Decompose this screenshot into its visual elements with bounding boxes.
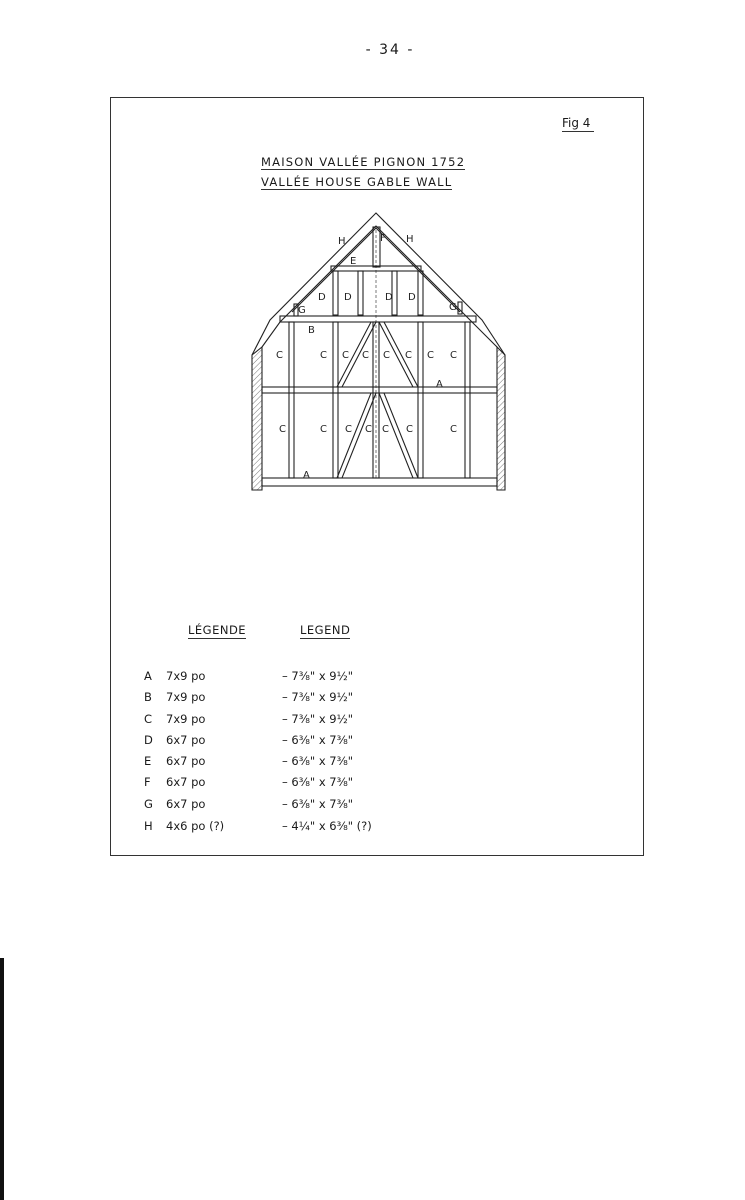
label-d4: D	[408, 292, 416, 303]
label-d2: D	[344, 292, 352, 303]
legend-key: B	[144, 690, 152, 704]
stud-d3	[392, 271, 397, 315]
brace-lower-right	[379, 393, 418, 478]
post-c5	[465, 322, 470, 478]
title-french: MAISON VALLÉE PIGNON 1752	[261, 155, 466, 169]
label-c5: C	[383, 350, 390, 361]
label-c1: C	[276, 350, 283, 361]
label-c15: C	[450, 424, 457, 435]
legend-key: H	[144, 819, 153, 833]
label-f: F	[380, 233, 386, 244]
legend-imperial: – 7⅜" x 9½"	[282, 712, 354, 726]
legend-metric: 7x9 po	[166, 690, 206, 704]
legend-imperial: – 6⅜" x 7⅜"	[282, 754, 354, 768]
label-d3: D	[385, 292, 393, 303]
legend-imperial: – 7⅜" x 9½"	[282, 669, 354, 683]
label-c9: C	[279, 424, 286, 435]
legend-metric: 6x7 po	[166, 754, 206, 768]
legend-header-french: LÉGENDE	[188, 623, 247, 637]
legend-metric: 6x7 po	[166, 797, 206, 811]
post-c1	[289, 322, 294, 478]
legend-key: D	[144, 733, 153, 747]
page-number: - 34 -	[365, 42, 415, 58]
label-c12: C	[365, 424, 372, 435]
legend-key: E	[144, 754, 152, 768]
post-c2	[333, 322, 338, 478]
label-c14: C	[406, 424, 413, 435]
brace-lower-left	[337, 393, 376, 478]
label-c6: C	[405, 350, 412, 361]
post-c4	[418, 322, 423, 478]
legend-key: G	[144, 797, 153, 811]
legend-imperial: – 4¼" x 6⅜" (?)	[282, 819, 372, 833]
stud-d4	[418, 271, 423, 315]
legend-metric: 4x6 po (?)	[166, 819, 225, 833]
label-c10: C	[320, 424, 327, 435]
label-g-right: G	[449, 302, 457, 313]
figure-label: Fig 4	[562, 116, 594, 132]
legend-imperial: – 6⅜" x 7⅜"	[282, 733, 354, 747]
label-c3: C	[342, 350, 349, 361]
label-g-left: G	[298, 305, 306, 316]
label-a-sill: A	[303, 470, 310, 481]
legend-key: C	[144, 712, 153, 726]
label-e: E	[350, 256, 357, 267]
tie-beam	[280, 316, 476, 322]
legend-metric: 6x7 po	[166, 775, 206, 789]
label-d1: D	[318, 292, 326, 303]
legend-key: F	[144, 775, 151, 789]
left-wall	[252, 347, 262, 490]
legend-imperial: – 6⅜" x 7⅜"	[282, 797, 354, 811]
label-h-left: H	[338, 236, 346, 247]
legend-key: A	[144, 669, 152, 683]
label-c13: C	[382, 424, 389, 435]
label-c2: C	[320, 350, 327, 361]
king-post	[373, 227, 380, 267]
label-h-right: H	[406, 234, 414, 245]
gable-wall-diagram	[240, 205, 520, 500]
legend-imperial: – 7⅜" x 9½"	[282, 690, 354, 704]
legend-imperial: – 6⅜" x 7⅜"	[282, 775, 354, 789]
legend-metric: 7x9 po	[166, 669, 206, 683]
legend-header-english: LEGEND	[300, 623, 351, 637]
label-b: B	[308, 325, 315, 336]
sill-beam	[262, 478, 497, 486]
legend-metric: 6x7 po	[166, 733, 206, 747]
scan-edge-bar	[0, 958, 4, 1200]
label-c8: C	[450, 350, 457, 361]
legend-metric: 7x9 po	[166, 712, 206, 726]
stud-d1	[333, 271, 338, 315]
label-c11: C	[345, 424, 352, 435]
right-wall	[497, 347, 505, 490]
label-a-middle: A	[436, 379, 443, 390]
stud-d2	[358, 271, 363, 315]
title-english: VALLÉE HOUSE GABLE WALL	[261, 175, 453, 189]
label-c4: C	[362, 350, 369, 361]
label-c7: C	[427, 350, 434, 361]
